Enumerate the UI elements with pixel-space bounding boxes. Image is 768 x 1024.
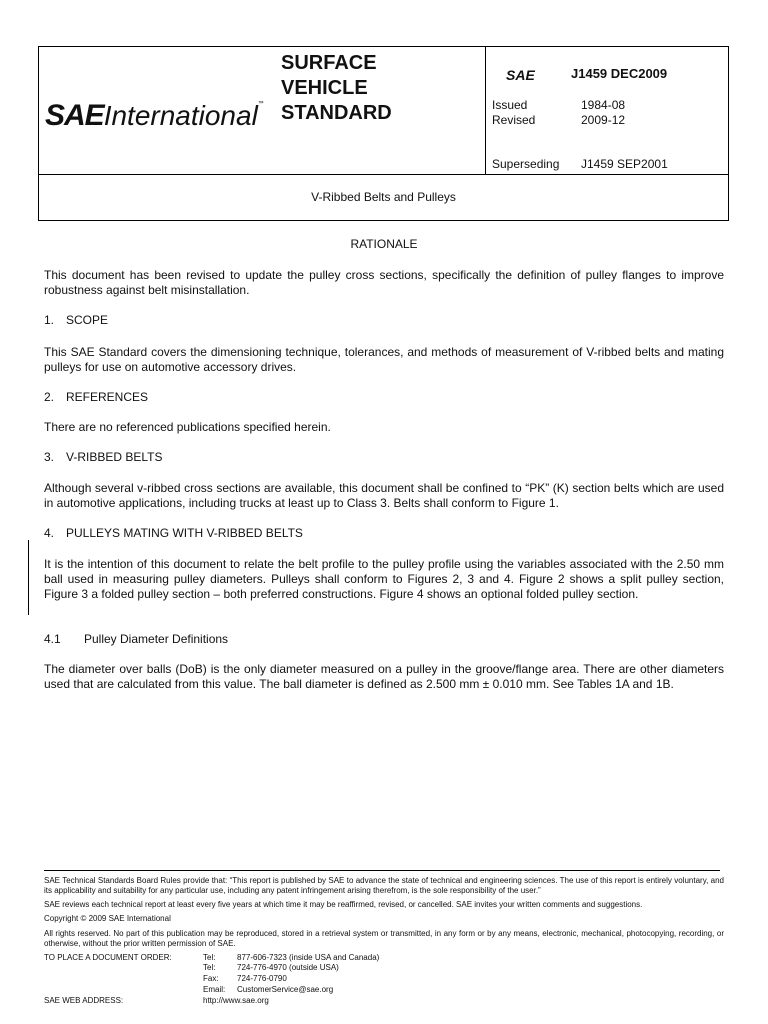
tel1-label: Tel: — [203, 953, 216, 962]
doc-type — [281, 51, 392, 126]
tel2-label: Tel: — [203, 963, 216, 972]
revised-value: 2009-12 — [581, 113, 626, 127]
document-header — [38, 46, 729, 221]
revision-change-bar — [28, 540, 29, 615]
logo-cell — [39, 47, 279, 174]
section-number: 2. — [44, 390, 55, 404]
section-paragraph-references: There are no referenced publications specified herein. — [44, 420, 331, 434]
section-paragraph-v-ribbed-belts: Although several v-ribbed cross sections are available, this document shall be confined to “PK” (K) section belts which are used in automotive applications, including trucks at least up to Class 3. Belts shall conform to Figure 1. — [44, 481, 724, 510]
doc-type-line-1: SURFACE — [281, 52, 377, 74]
fax-label: Fax: — [203, 974, 219, 983]
logo-international: International — [103, 100, 258, 131]
rationale-heading: RATIONALE — [350, 237, 418, 251]
sae-international-logo — [45, 99, 264, 133]
section-heading-pulley-diameter — [44, 632, 228, 646]
rationale-paragraph: This document has been revised to update the pulley cross sections, specifically the definition of pulley flanges to improve robustness against belt misinstallation. — [44, 268, 724, 297]
footer-review: SAE reviews each technical report at least every five years at which time it may be reaffirmed, revised, or cancelled. SAE invites your written comments and suggestions. — [44, 900, 643, 909]
doc-type-line-2: VEHICLE — [281, 77, 368, 99]
section-paragraph-pulley-diameter: The diameter over balls (DoB) is the only diameter measured on a pulley in the groove/flange area. There are other diameters used that are calculated from this value. The ball diameter is defined as 2.500 mm ± 0.010 mm. See Tables 1A and 1B. — [44, 662, 724, 691]
section-title: PULLEYS MATING WITH V-RIBBED BELTS — [66, 526, 303, 540]
email-value[interactable]: CustomerService@sae.org — [237, 985, 334, 994]
section-title: SCOPE — [66, 313, 109, 327]
section-heading-v-ribbed-belts — [44, 450, 162, 464]
section-heading-pulleys — [44, 526, 303, 540]
email-label: Email: — [203, 985, 226, 994]
doc-type-line-3: STANDARD — [281, 102, 392, 124]
doc-type-cell — [280, 47, 485, 174]
tel2-value: 724-776-4970 (outside USA) — [237, 963, 339, 972]
section-number: 3. — [44, 450, 55, 464]
logo-trademark: ™ — [257, 101, 264, 107]
section-number: 1. — [44, 313, 55, 327]
section-number: 4. — [44, 526, 55, 540]
section-number: 4.1 — [44, 632, 61, 646]
footer-copyright: Copyright © 2009 SAE International — [44, 914, 171, 923]
issued-label: Issued — [492, 98, 528, 112]
section-paragraph-scope: This SAE Standard covers the dimensioning technique, tolerances, and methods of measurement of V-ribbed belts and mating pulleys for use on automotive accessory drives. — [44, 345, 724, 374]
superseding-value: J1459 SEP2001 — [581, 157, 668, 171]
document-title: V-Ribbed Belts and Pulleys — [311, 190, 456, 204]
footer-rights: All rights reserved. No part of this publication may be reproduced, stored in a retrieval system or transmitted, in any form or by any means, electronic, mechanical, photocopying, recording, or otherwise, without the prior written permission of SAE. — [44, 929, 724, 948]
footer-rules: SAE Technical Standards Board Rules provide that: “This report is published by SAE to advance the state of technical and engineering sciences. The use of this report is entirely voluntary, and its applicability and suitability for any particular use, including any patent infringement arising therefrom, is the sole responsibility of the user.” — [44, 876, 724, 895]
order-label: TO PLACE A DOCUMENT ORDER: — [44, 953, 172, 962]
doc-info-cell — [485, 47, 730, 174]
web-label: SAE WEB ADDRESS: — [44, 996, 124, 1005]
revised-label: Revised — [492, 113, 536, 127]
footer-rule — [44, 870, 720, 871]
section-title: Pulley Diameter Definitions — [84, 632, 229, 646]
document-number: J1459 DEC2009 — [571, 66, 668, 81]
issued-value: 1984-08 — [581, 98, 626, 112]
section-heading-scope — [44, 313, 108, 327]
fax-value: 724-776-0790 — [237, 974, 287, 983]
section-title: REFERENCES — [66, 390, 149, 404]
section-paragraph-pulleys: It is the intention of this document to relate the belt profile to the pulley profile using the variables associated with the 2.50 mm ball used in measuring pulley diameters. Pulleys shall conform to Figures 2, 3 and 4. Figure 2 shows a split pulley section, Figure 3 a folded pulley section – both preferred constructions. Figure 4 shows an optional folded pulley section. — [44, 557, 724, 601]
sae-mini-logo: SAE — [506, 67, 535, 83]
superseding-label: Superseding — [492, 157, 560, 171]
logo-sae: SAE — [45, 99, 104, 132]
web-value[interactable]: http://www.sae.org — [203, 996, 269, 1005]
section-heading-references — [44, 390, 148, 404]
tel1-value: 877-606-7323 (inside USA and Canada) — [237, 953, 380, 962]
section-title: V-RIBBED BELTS — [66, 450, 163, 464]
